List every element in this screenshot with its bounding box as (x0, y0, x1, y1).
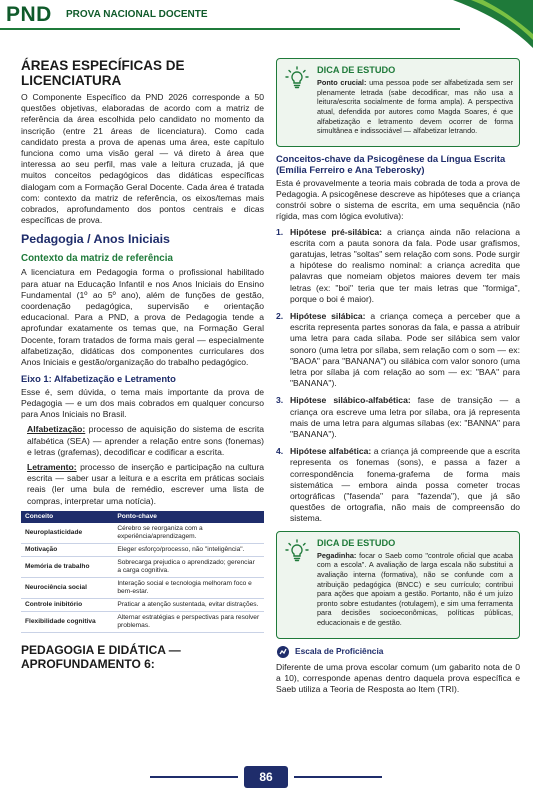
list-item-body (290, 311, 520, 389)
list-number: 3. (276, 395, 284, 406)
scale-heading (276, 645, 520, 659)
table-cell: Sobrecarga prejudica o aprendizado; gerenciar a carga cognitiva. (113, 556, 264, 577)
table-cell: Controle inibitório (21, 598, 113, 611)
section-title: Pedagogia / Anos Iniciais (21, 232, 170, 247)
table-row (21, 523, 264, 544)
list-item-body (290, 395, 520, 440)
scale-title: Escala de Proficiência (295, 646, 384, 656)
study-tip-box-2 (276, 531, 520, 639)
tip-text (317, 78, 513, 136)
table-row (21, 543, 264, 556)
table-row (21, 577, 264, 598)
list-item-term: Hipótese silábica: (290, 311, 366, 321)
table-header-key-point: Ponto-chave (113, 511, 264, 523)
list-number: 4. (276, 446, 284, 457)
study-tip-box (276, 58, 520, 147)
letramento-definition (21, 462, 264, 507)
list-item-text: a criança começa a perceber que a escrita representa partes sonoras da fala, e passa a atribuir uma letra para cada sílaba. Pode ser silábica sem valor sonoro (uma letra por sílaba, sem relação com o som — ex: "BAOA" para "BANANA") ou silábica com valor sonoro (uma letra por sílaba já com relação ao som — ex: "BAA" para "BANANA"). (290, 311, 520, 389)
concepts-intro: Esta é provavelmente a teoria mais cobrada de toda a prova de Pedagogia. A psicogênese descreve as hipóteses que a criança constrói sobre o sistema de escrita, em uma sequência (não rígida, mas com lógica evolutiva): (276, 177, 520, 222)
table-row (21, 556, 264, 577)
list-number: 1. (276, 226, 284, 237)
page-header (0, 0, 533, 28)
list-number: 2. (276, 311, 284, 321)
list-item-term: Hipótese silábico-alfabética: (290, 395, 411, 406)
table-cell: Flexibilidade cognitiva (21, 611, 113, 632)
list-item (276, 446, 520, 524)
table-cell: Eleger esforço/processo, não "inteligência". (113, 543, 264, 556)
table-row (21, 611, 264, 632)
table-cell: Interação social e tecnologia melhoram foco e bem-estar. (113, 577, 264, 598)
scale-icon (276, 645, 290, 659)
table-cell: Alternar estratégias e perspectivas para resolver problemas. (113, 611, 264, 632)
context-paragraph: A licenciatura em Pedagogia forma o profissional habilitado para atuar na Educação Infantil e nos Anos Iniciais do Ensino Fundamental (1º ao 5º ano), além de funções de gestão, coordenação pedagógica, supervisão e orientação educacional. Para a PND, a prova de Pedagogia tende a aprofundar exatamente os temas que, na Formação Geral Docente, foram tratados de forma mais geral — especialmente alfabetização, didáticas dos componentes curriculares dos Anos Iniciais e gestão/organização do trabalho pedagógico. (21, 267, 264, 368)
lightbulb-icon (284, 539, 310, 565)
axis-heading: Eixo 1: Alfabetização e Letramento (21, 373, 176, 385)
table-row (21, 598, 264, 611)
right-column (276, 58, 520, 699)
header-rule (0, 28, 460, 30)
list-item-term: Hipótese pré-silábica: (290, 226, 383, 237)
concepts-heading: Conceitos-chave da Psicogênese da Língua Escrita (Emília Ferreiro e Ana Teberosky) (276, 152, 506, 176)
list-item-text: a criança já compreende que a escrita representa os fonemas (sons), e passa a fazer a correspondência fonema-grafema de forma mais sistemática — embora ainda possa cometer trocas ortográficas ("fasenda" para "fazenda"), que já são questões de ortografia, não mais de compreensão do sistema. (290, 446, 520, 524)
alfabetizacao-text: processo de aquisição do sistema de escrita alfabética (SEA) — aprender a relação entre sons (fonemas) e letras (grafemas), decodificar e codificar a escrita. (27, 424, 264, 457)
header-swoosh-graphic (453, 0, 533, 48)
table-cell: Motivação (21, 543, 113, 556)
chapter-title: ÁREAS ESPECÍFICAS DE LICENCIATURA (21, 58, 185, 88)
table-cell: Cérebro se reorganiza com a experiência/aprendizagem. (113, 523, 264, 544)
letramento-term: Letramento: (27, 461, 77, 472)
intro-paragraph: O Componente Específico da PND 2026 corresponde a 50 questões objetivas, elaboradas de acordo com a matriz de referência da área escolhida pelo candidato no momento da inscrição (entre 21 áreas de licenciatura). Como cada candidato presta a prova de apenas uma área, este capítulo funciona como uma visão geral — vá direto à área que interessa ao seu perfil, mas vale a leitura cruzada, já que muitos conceitos pedagógicos das didáticas específicas dialogam com a Formação Geral Docente. Cada área é tratada com: contexto da matriz de referência, os eixos/temas mais cobrados, aprofundamento dos pontos centrais e dicas específicas de prova. (21, 92, 264, 226)
brand-subtitle: PROVA NACIONAL DOCENTE (66, 9, 208, 20)
list-item (276, 311, 520, 389)
list-item-term: Hipótese alfabética: (290, 446, 372, 457)
left-column (21, 58, 264, 675)
table-cell: Memória de trabalho (21, 556, 113, 577)
table-cell: Praticar a atenção sustentada, evitar distrações. (113, 598, 264, 611)
letramento-text: processo de inserção e participação na cultura escrita — saber usar a leitura e a escrita em práticas sociais reais (ler uma bula de remédio, escrever uma lista de compras, interpretar uma notícia). (27, 461, 264, 506)
hypotheses-list (276, 227, 520, 525)
list-item-body (290, 227, 520, 305)
brand-logo: PND (6, 3, 52, 26)
tip-term: Ponto crucial: (317, 78, 367, 88)
list-item-text: fase de transição — a criança ora escreve uma letra por sílaba, ora já representa mais de uma letra para algumas sílabas (ex: "BANNA" para "BANANA"). (290, 395, 520, 440)
lightbulb-icon (284, 66, 310, 92)
footer-rule-right (294, 776, 382, 778)
tip-body: focar o Saeb como "controle oficial que acaba com a escola". A avaliação de larga escala não substitui a avaliação interna (formativa), não se confunde com a atribuição pedagógica (BNCC) e seu currículo; contribui para ações que apoiam a gestão. Portanto, não é um juízo pronto sobre estudantes (rotulagem), e sim uma ferramenta para decisões socioeconômicas, políticas públicas, educacionais e de gestão. (317, 550, 513, 628)
context-heading: Contexto da matriz de referência (21, 253, 173, 265)
table-header-concept: Conceito (21, 511, 113, 523)
table-header-row (21, 511, 264, 523)
table-cell: Neuroplasticidade (21, 523, 113, 544)
scale-paragraph: Diferente de uma prova escolar comum (um gabarito nota de 0 a 10), corresponde apenas dentro daquela prova específica e Saeb utiliza a Teoria de Resposta ao Item (TRI). (276, 661, 520, 695)
list-item (276, 395, 520, 440)
concepts-table (21, 511, 264, 633)
list-item-text: a criança ainda não relaciona a escrita com a pauta sonora da fala. Pode usar grafismos, garatujas, letras "soltas" sem relação com sons. Pode surgir a hipótese do realismo nominal: a criança acredita que palavras que nomeiam objetos maiores devem ter mais letras (ex: "boi" teria que ter mais letras que "formiga", porque o boi é maior). (290, 226, 521, 304)
tip-title: DICA DE ESTUDO (317, 537, 396, 548)
bottom-section-title: PEDAGOGIA E DIDÁTICA — APROFUNDAMENTO 6: (21, 642, 181, 671)
list-item (276, 227, 520, 305)
page-number: 86 (244, 766, 288, 788)
list-item-body (290, 446, 520, 524)
tip-term: Pegadinha: (317, 550, 357, 560)
axis-paragraph: Esse é, sem dúvida, o tema mais importante da prova de Pedagogia — e um dos mais cobrados em qualquer concurso para Anos Iniciais no Brasil. (21, 386, 264, 420)
table-cell: Neurociência social (21, 577, 113, 598)
tip-text (317, 551, 513, 628)
alfabetizacao-term: Alfabetização: (27, 424, 86, 435)
tip-title: DICA DE ESTUDO (317, 65, 396, 75)
alfabetizacao-definition (21, 424, 264, 458)
footer-rule-left (150, 776, 238, 778)
tip-body: uma pessoa pode ser alfabetizada sem ser plenamente letrada (sabe decodificar, mas não usa a leitura/escrita socialmente de forma ampla). A perspectiva atual, defendida por autores como Magda Soares, é que alfabetização e letramento devem ocorrer de forma simultânea e indissociável — alfabetizar letrando. (317, 78, 513, 136)
